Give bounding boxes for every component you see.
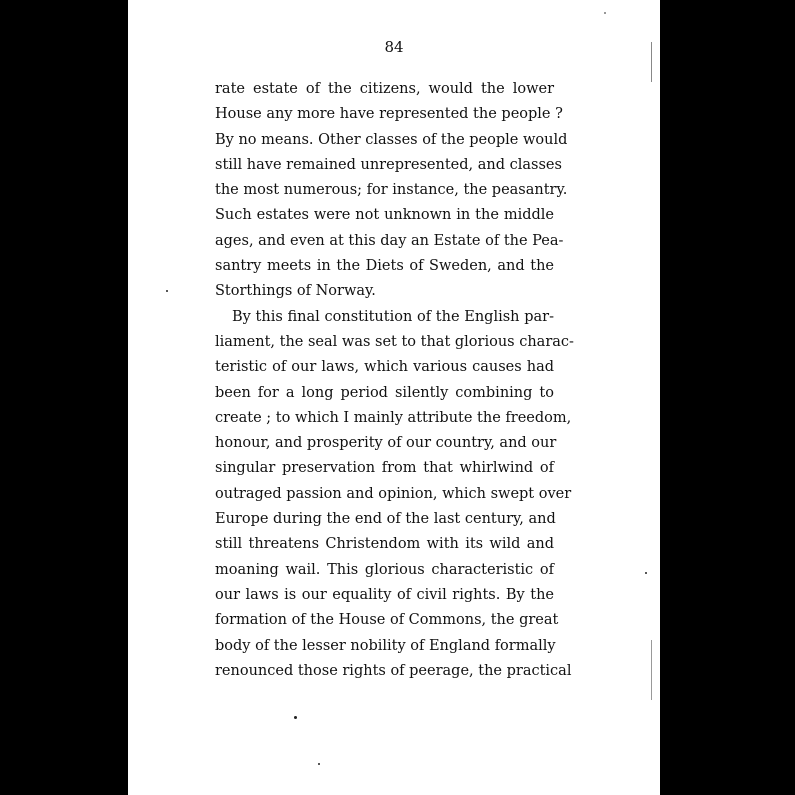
scan-edge-mark xyxy=(651,640,652,700)
text-line: rate estate of the citizens, would the lower xyxy=(215,81,554,97)
text-line: House any more have represented the people ? xyxy=(215,106,563,123)
text-line: outraged passion and opinion, which swept over xyxy=(215,485,572,502)
text-line: Europe during the end of the last century, and xyxy=(215,511,556,528)
text-line: been for a long period silently combining to xyxy=(215,384,554,401)
text-line: By this final constitution of the English par- xyxy=(232,308,554,325)
text-line: the most numerous; for instance, the peasantry. xyxy=(215,182,568,199)
paragraph-1 xyxy=(215,77,568,305)
text-line: Storthings of Norway. xyxy=(215,283,376,300)
text-line: renounced those rights of peerage, the practical xyxy=(215,662,572,679)
scan-speck xyxy=(318,763,320,765)
paragraph-2 xyxy=(215,305,574,684)
text-line: still threatens Christendom with its wild and xyxy=(215,536,554,553)
text-line: santry meets in the Diets of Sweden, and the xyxy=(215,258,554,275)
text-line: formation of the House of Commons, the great xyxy=(215,612,559,629)
text-line: moaning wail. This glorious characteristic of xyxy=(215,561,554,578)
body-text xyxy=(215,77,574,684)
text-line: ages, and even at this day an Estate of the Pea- xyxy=(215,232,564,249)
scan-speck xyxy=(294,716,297,719)
page-number: 84 xyxy=(384,38,404,56)
text-line: By no means. Other classes of the people would xyxy=(215,131,568,148)
text-line: still have remained unrepresented, and classes xyxy=(215,156,562,173)
scan-speck xyxy=(166,290,168,292)
book-page xyxy=(128,0,660,795)
scan-speck xyxy=(604,12,606,14)
text-line: Such estates were not unknown in the middle xyxy=(215,207,554,224)
text-line: body of the lesser nobility of England formally xyxy=(215,637,556,654)
text-line: liament, the seal was set to that glorious charac- xyxy=(215,333,574,350)
text-line: singular preservation from that whirlwind of xyxy=(215,460,554,477)
text-line: teristic of our laws, which various causes had xyxy=(215,359,554,376)
scan-edge-mark xyxy=(651,42,652,82)
text-line: create ; to which I mainly attribute the freedom, xyxy=(215,409,572,426)
text-line: honour, and prosperity of our country, and our xyxy=(215,435,557,452)
scan-speck xyxy=(645,572,647,574)
text-line: our laws is our equality of civil rights. By the xyxy=(215,586,554,603)
